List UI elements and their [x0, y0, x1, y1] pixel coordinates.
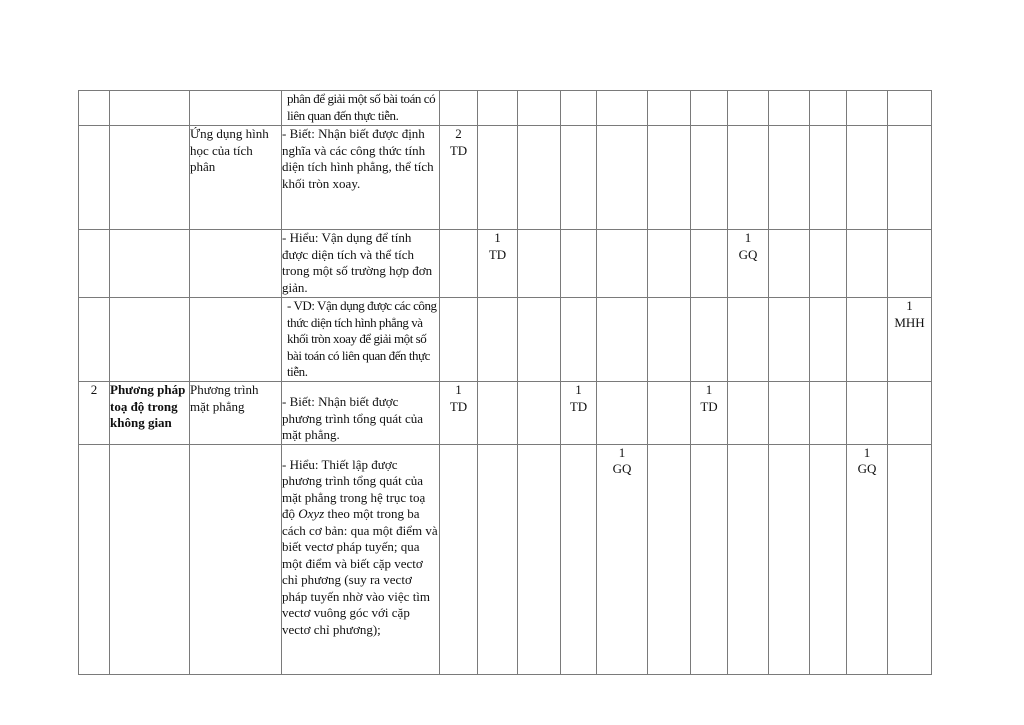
level-cell [847, 230, 888, 298]
level-cell [728, 444, 769, 674]
topic-cell [110, 444, 190, 674]
level-cell [478, 91, 518, 126]
level-cell [691, 91, 728, 126]
description-text: - Hiểu: Vận dụng để tính được diện tích và thể tích trong một số trường hợp đơn giản. [282, 230, 433, 295]
question-count: 1 [455, 382, 462, 397]
level-cell [648, 298, 691, 382]
description-text: - Biết: Nhận biết được phương trình tổng quát của mặt phẳng. [282, 394, 424, 442]
stt-cell [79, 91, 110, 126]
level-cell [648, 126, 691, 230]
topic-cell [110, 91, 190, 126]
question-count: 1 [618, 444, 626, 460]
level-cell [597, 126, 648, 230]
level-cell [440, 91, 478, 126]
level-cell [518, 91, 561, 126]
level-cell [769, 230, 810, 298]
level-cell [769, 382, 810, 445]
level-cell [728, 126, 769, 230]
level-cell [810, 444, 847, 674]
level-cell [847, 126, 888, 230]
level-cell [518, 126, 561, 230]
level-cell [810, 298, 847, 382]
level-cell [728, 298, 769, 382]
description-text: phân để giải một số bài toán có liên quan đến thực tiễn. [287, 91, 436, 123]
description-cell [282, 298, 440, 382]
competency-code: TD [569, 398, 588, 414]
level-cell [888, 298, 932, 382]
level-cell [888, 444, 932, 674]
question-count: 1 [863, 444, 871, 460]
level-cell [440, 444, 478, 674]
level-cell [648, 382, 691, 445]
level-cell [597, 382, 648, 445]
level-cell [728, 382, 769, 445]
table-row [79, 230, 932, 298]
level-cell [769, 444, 810, 674]
competency-code: GQ [857, 461, 877, 476]
topic-cell [110, 126, 190, 230]
level-cell [561, 382, 597, 445]
level-cell [648, 230, 691, 298]
level-cell [691, 230, 728, 298]
question-count: 1 [906, 298, 913, 313]
level-cell [597, 298, 648, 382]
level-cell [561, 91, 597, 126]
level-cell [597, 91, 648, 126]
table-row [79, 91, 932, 126]
description-cell [282, 126, 440, 230]
description-cell [282, 382, 440, 445]
description-cell [282, 230, 440, 298]
unit-cell [190, 382, 282, 445]
level-cell [478, 126, 518, 230]
description-text: - VD: Vận dụng được các công thức diện tích hình phẳng và khối tròn xoay để giải một số bài toán có liên quan đến thực tiễn. [287, 298, 437, 379]
stt-cell [79, 126, 110, 230]
level-cell [478, 230, 518, 298]
topic-cell [110, 298, 190, 382]
level-cell [561, 444, 597, 674]
row-number: 2 [90, 382, 98, 397]
level-cell [597, 444, 648, 674]
level-cell [561, 230, 597, 298]
level-cell [847, 444, 888, 674]
level-cell [440, 230, 478, 298]
level-cell [518, 298, 561, 382]
level-cell [847, 382, 888, 445]
coordinate-system-label: Oxyz [298, 506, 325, 521]
description-text-part: theo một trong ba cách cơ bản: qua một điểm và biết vectơ pháp tuyến; qua một điểm và biết cặp vectơ chỉ phương (suy ra vectơ pháp tuyến nhờ vào việc tìm vectơ vuông góc với cặp vectơ chỉ phương); [282, 506, 438, 637]
description-text: - Biết: Nhận biết được định nghĩa và các công thức tính diện tích hình phẳng, thể tích khối tròn xoay. [282, 126, 434, 191]
level-cell [769, 298, 810, 382]
stt-cell [79, 230, 110, 298]
level-cell [648, 444, 691, 674]
level-cell [728, 91, 769, 126]
level-cell [691, 298, 728, 382]
table-row [79, 382, 932, 445]
table-row [79, 444, 932, 674]
unit-text: Ứng dụng hình học của tích phân [190, 126, 269, 174]
level-cell [691, 382, 728, 445]
level-cell [597, 230, 648, 298]
table-row [79, 126, 932, 230]
level-cell [810, 126, 847, 230]
description-cell [282, 444, 440, 674]
stt-cell [79, 382, 110, 445]
level-cell [888, 126, 932, 230]
level-cell [691, 126, 728, 230]
level-cell [518, 382, 561, 445]
level-cell [561, 126, 597, 230]
level-cell [728, 230, 769, 298]
competency-code: TD [700, 398, 718, 414]
competency-matrix-table [78, 90, 932, 675]
competency-code: MHH [894, 314, 925, 330]
stt-cell [79, 444, 110, 674]
description-cell [282, 91, 440, 126]
level-cell [888, 382, 932, 445]
level-cell [440, 126, 478, 230]
level-cell [888, 91, 932, 126]
unit-cell [190, 91, 282, 126]
table-row [79, 298, 932, 382]
unit-cell [190, 444, 282, 674]
level-cell [847, 298, 888, 382]
topic-cell [110, 230, 190, 298]
level-cell [888, 230, 932, 298]
unit-cell [190, 126, 282, 230]
question-count: 1 [575, 382, 582, 397]
question-count: 2 [455, 126, 462, 141]
topic-text: Phương pháp toạ độ trong không gian [110, 382, 186, 430]
question-count: 1 [494, 230, 501, 245]
level-cell [478, 382, 518, 445]
stt-cell [79, 298, 110, 382]
level-cell [478, 298, 518, 382]
unit-text: Phương trình mặt phẳng [190, 382, 259, 414]
level-cell [561, 298, 597, 382]
level-cell [769, 91, 810, 126]
topic-cell [110, 382, 190, 445]
level-cell [478, 444, 518, 674]
competency-code: TD [488, 246, 507, 262]
level-cell [518, 444, 561, 674]
unit-cell [190, 230, 282, 298]
level-cell [810, 230, 847, 298]
question-count: 1 [744, 230, 752, 245]
level-cell [847, 91, 888, 126]
level-cell [691, 444, 728, 674]
competency-code: TD [449, 142, 468, 158]
level-cell [518, 230, 561, 298]
competency-code: GQ [612, 461, 632, 476]
unit-cell [190, 298, 282, 382]
competency-code: GQ [738, 246, 758, 262]
level-cell [769, 126, 810, 230]
level-cell [440, 298, 478, 382]
level-cell [648, 91, 691, 126]
description-text [282, 457, 439, 639]
description-text-part: - Hiểu: Thiết lập được phương trình tổng quát của mặt phẳng trong hệ trục toạ độ [282, 456, 426, 521]
level-cell [440, 382, 478, 445]
question-count: 1 [705, 382, 713, 397]
level-cell [810, 382, 847, 445]
competency-code: TD [449, 398, 468, 414]
level-cell [810, 91, 847, 126]
